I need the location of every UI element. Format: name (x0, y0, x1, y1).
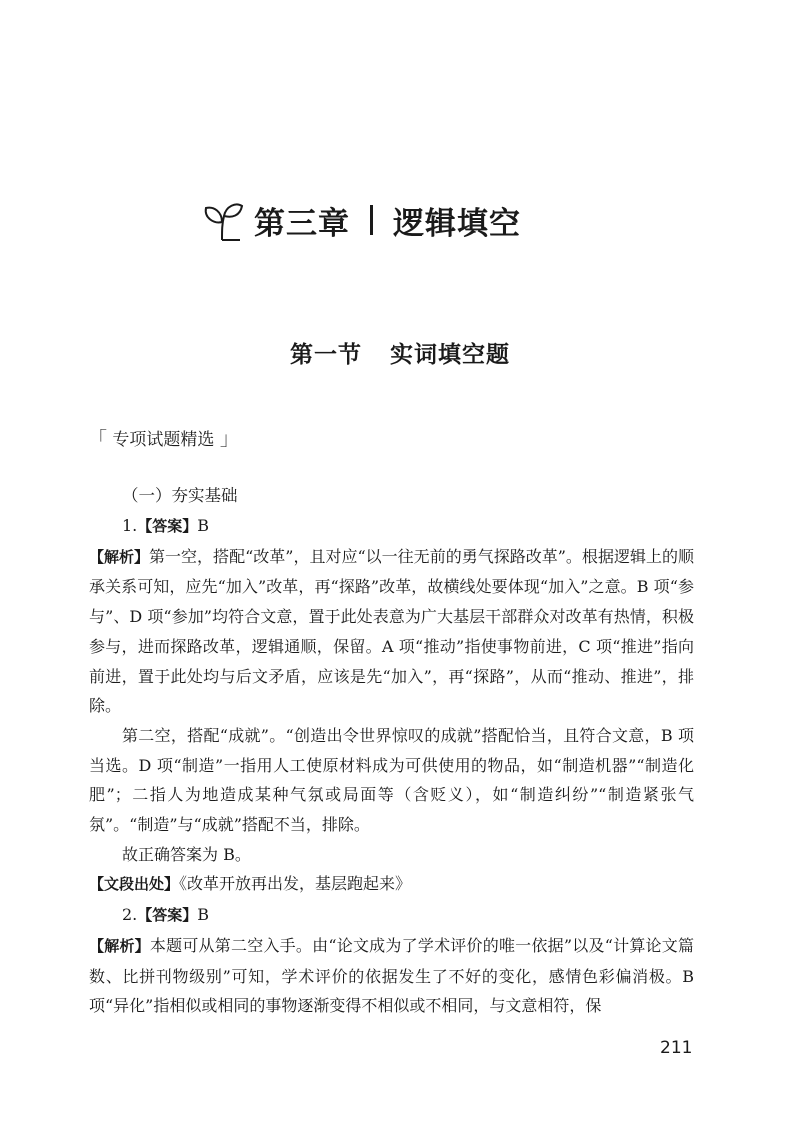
q1-number: 1. (122, 516, 138, 535)
section-title: 实词填空题 (390, 342, 510, 368)
q1-analysis (89, 542, 694, 721)
chapter-divider (370, 205, 373, 235)
q2-analysis (89, 931, 694, 1021)
q1-source (89, 869, 694, 900)
q2-answer-value: B (197, 905, 210, 925)
answer-tag: 【答案】 (137, 517, 198, 535)
section-number: 第一节 (290, 342, 362, 368)
left-bracket: 「 (88, 428, 108, 450)
q1-source-text: 《改革开放再出发，基层跑起来》 (179, 874, 412, 894)
q1-conclusion: 故正确答案为 B。 (122, 844, 251, 864)
q1-analysis-text: 第一空，搭配“改革”，且对应“以一往无前的勇气探路改革”。根据逻辑上的顺承关系可知，应先“加入”改革，再“探路”改革，故横线处要体现“加入”之意。B 项“参与”、D 项“参加”均符合文意，置于此处表意为广大基层干部群众对改革有热情，积极参与，进而探路改革，逻辑通顺，保留。A 项“推动”指使事物前进，C 项“推进”指向前进，置于此处均与后文矛盾，应该是先“加入”，再“探路”，从而“推动、推进”，排除。 (89, 546, 694, 716)
analysis-tag: 【解析】 (89, 936, 150, 955)
q1-answer-value: B (197, 516, 210, 535)
section-heading (0, 336, 800, 369)
q1-analysis-p2: 第二空，搭配“成就”。“创造出令世界惊叹的成就”搭配恰当，且符合文意，B 项当选。D 项“制造”一指用人工使原材料成为可供使用的物品，如“制造机器”“制造化肥”；二指人为地造成某种气氛或局面等（含贬义），如“制造纠纷”“制造紧张气氛”。“制造”与“成就”搭配不当，排除。 (89, 725, 694, 835)
q1-answer (122, 511, 694, 542)
subsection-heading: （一）夯实基础 (122, 486, 238, 505)
answer-tag: 【答案】 (137, 906, 198, 925)
right-bracket: 」 (219, 428, 239, 450)
selection-label: 专项试题精选 (112, 430, 215, 450)
chapter-title: 逻辑填空 (393, 205, 521, 242)
chapter-heading (200, 196, 521, 244)
analysis-tag: 【解析】 (89, 547, 150, 566)
page-number: 211 (660, 1038, 693, 1058)
selection-heading (88, 424, 239, 451)
q2-analysis-text: 本题可从第二空入手。由“论文成为了学术评价的唯一依据”以及“计算论文篇数、比拼刊物级别”可知，学术评价的依据发生了不好的变化，感情色彩偏消极。B 项“异化”指相似或相同的事物逐渐变得不相似或不相同，与文意相符，保 (89, 935, 694, 1016)
sprout-icon (200, 196, 248, 244)
source-tag: 【文段出处】 (89, 875, 180, 894)
q2-answer (122, 900, 694, 931)
page-body (89, 511, 694, 1021)
chapter-number: 第三章 (254, 205, 350, 242)
q2-number: 2. (122, 905, 138, 925)
